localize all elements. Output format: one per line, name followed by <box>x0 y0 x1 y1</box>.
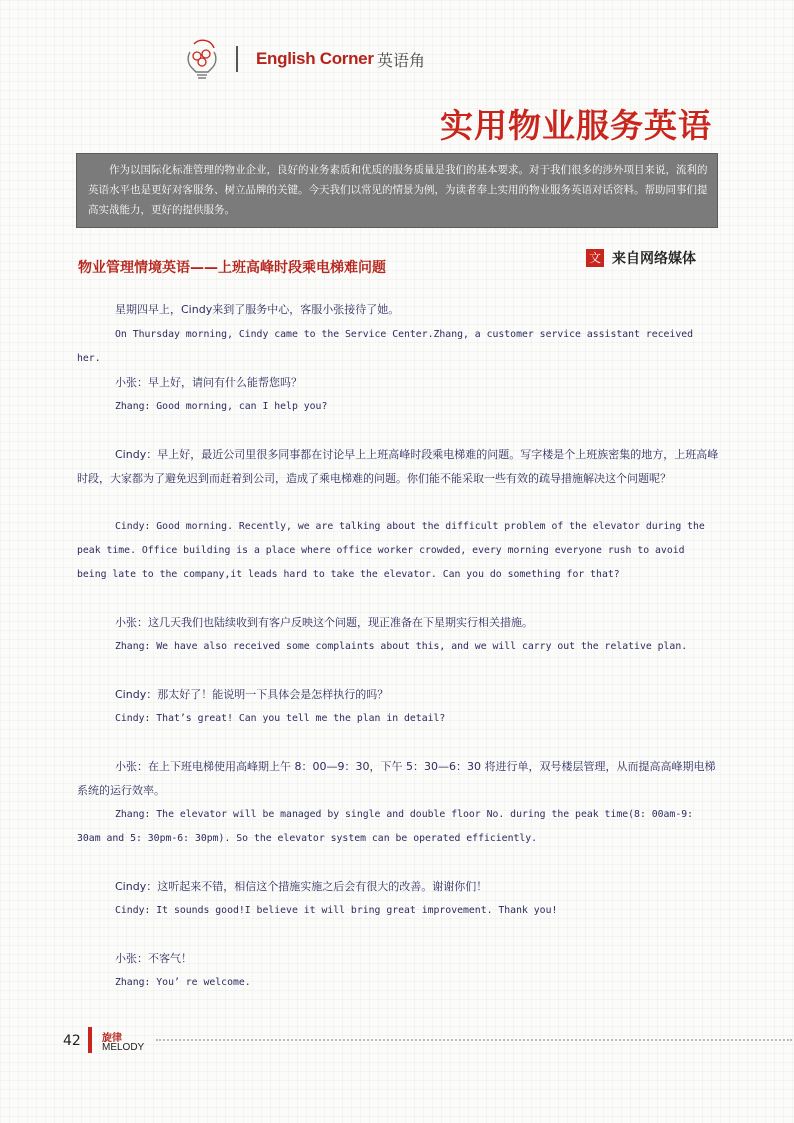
source-label: 来自网络媒体 <box>612 250 696 267</box>
dialogue-line-en: Zhang: The elevator will be managed by single and double floor No. during the peak time(8: 00am-9: 30am and 5: 30pm-6: 30pm). So the elevator system can be operated efficiently. <box>77 809 694 844</box>
dialogue-line-cn: Cindy：这听起来不错，相信这个措施实施之后会有很大的改善。谢谢你们！ <box>115 880 488 893</box>
dialogue-line-en: Zhang: Good morning, can I help you? <box>115 401 328 412</box>
dialogue-line-cn: 小张：不客气！ <box>115 952 192 965</box>
footer-accent-bar <box>88 1027 92 1053</box>
magazine-name-cn: 旋律 <box>102 1033 122 1044</box>
dialogue-line-en: Cindy: Good morning. Recently, we are talking about the difficult problem of the elevator during the peak time. Office building is a place where office worker crowded, every morning everyone rush to avoid being late to the company,it leads hard to take the elevator. Can you do something for that? <box>77 521 705 580</box>
dialogue-line-cn: 小张：这几天我们也陆续收到有客户反映这个问题，现正准备在下星期实行相关措施。 <box>115 616 533 629</box>
header-divider <box>236 46 238 72</box>
article-title: 实用物业服务英语 <box>440 106 712 145</box>
section-title-cn: 英语角 <box>377 51 426 70</box>
dialogue-line-en: Zhang: You’ re welcome. <box>115 977 251 988</box>
footer-dotted-rule <box>156 1039 792 1041</box>
intro-text: 作为以国际化标准管理的物业企业，良好的业务素质和优质的服务质量是我们的基本要求。对于我们很多的涉外项目来说，流利的英语水平也是更好对客服务、树立品牌的关键。今天我们以常见的情景为例，为读者奉上实用的物业服务英语对话资料。帮助同事们提高实战能力，更好的提供服务。 <box>88 164 708 216</box>
dialogue-line-cn: Cindy：早上好，最近公司里很多同事都在讨论早上上班高峰时段乘电梯难的问题。写字楼是个上班族密集的地方，上班高峰时段，大家都为了避免迟到而赶着到公司，造成了乘电梯难的问题。你们能不能采取一些有效的疏导措施解决这个问题呢？ <box>77 448 719 485</box>
page-number: 42 <box>63 1033 81 1049</box>
dialogue-line-cn: 小张：早上好，请问有什么能帮您吗？ <box>115 376 302 389</box>
source-badge: 文 <box>586 249 604 267</box>
dialogue-line-en: Zhang: We have also received some complaints about this, and we will carry out the relative plan. <box>115 641 688 652</box>
page-header <box>184 38 484 82</box>
source-credit <box>586 247 696 267</box>
dialogue-line-cn: 小张：在上下班电梯使用高峰期上午 8：00—9：30，下午 5：30—6：30 将进行单，双号楼层管理，从而提高高峰期电梯系统的运行效率。 <box>77 760 716 797</box>
section-title-en: English Corner <box>256 49 374 68</box>
dialogue-line-en: Cindy: It sounds good!I believe it will bring great improvement. Thank you! <box>115 905 558 916</box>
dialogue-line-cn: Cindy：那太好了！能说明一下具体会是怎样执行的吗？ <box>115 688 389 701</box>
magazine-name-en: MELODY <box>102 1042 145 1053</box>
article-subtitle: 物业管理情境英语——上班高峰时段乘电梯难问题 <box>78 260 386 276</box>
dialogue-line-cn: 星期四早上，Cindy来到了服务中心，客服小张接待了她。 <box>115 303 400 316</box>
dialogue-line-en: Cindy: That’s great! Can you tell me the plan in detail? <box>115 713 446 724</box>
dialogue-line-en: On Thursday morning, Cindy came to the Service Center.Zhang, a customer service assistant received her. <box>77 329 694 364</box>
brain-bulb-icon <box>184 38 220 82</box>
